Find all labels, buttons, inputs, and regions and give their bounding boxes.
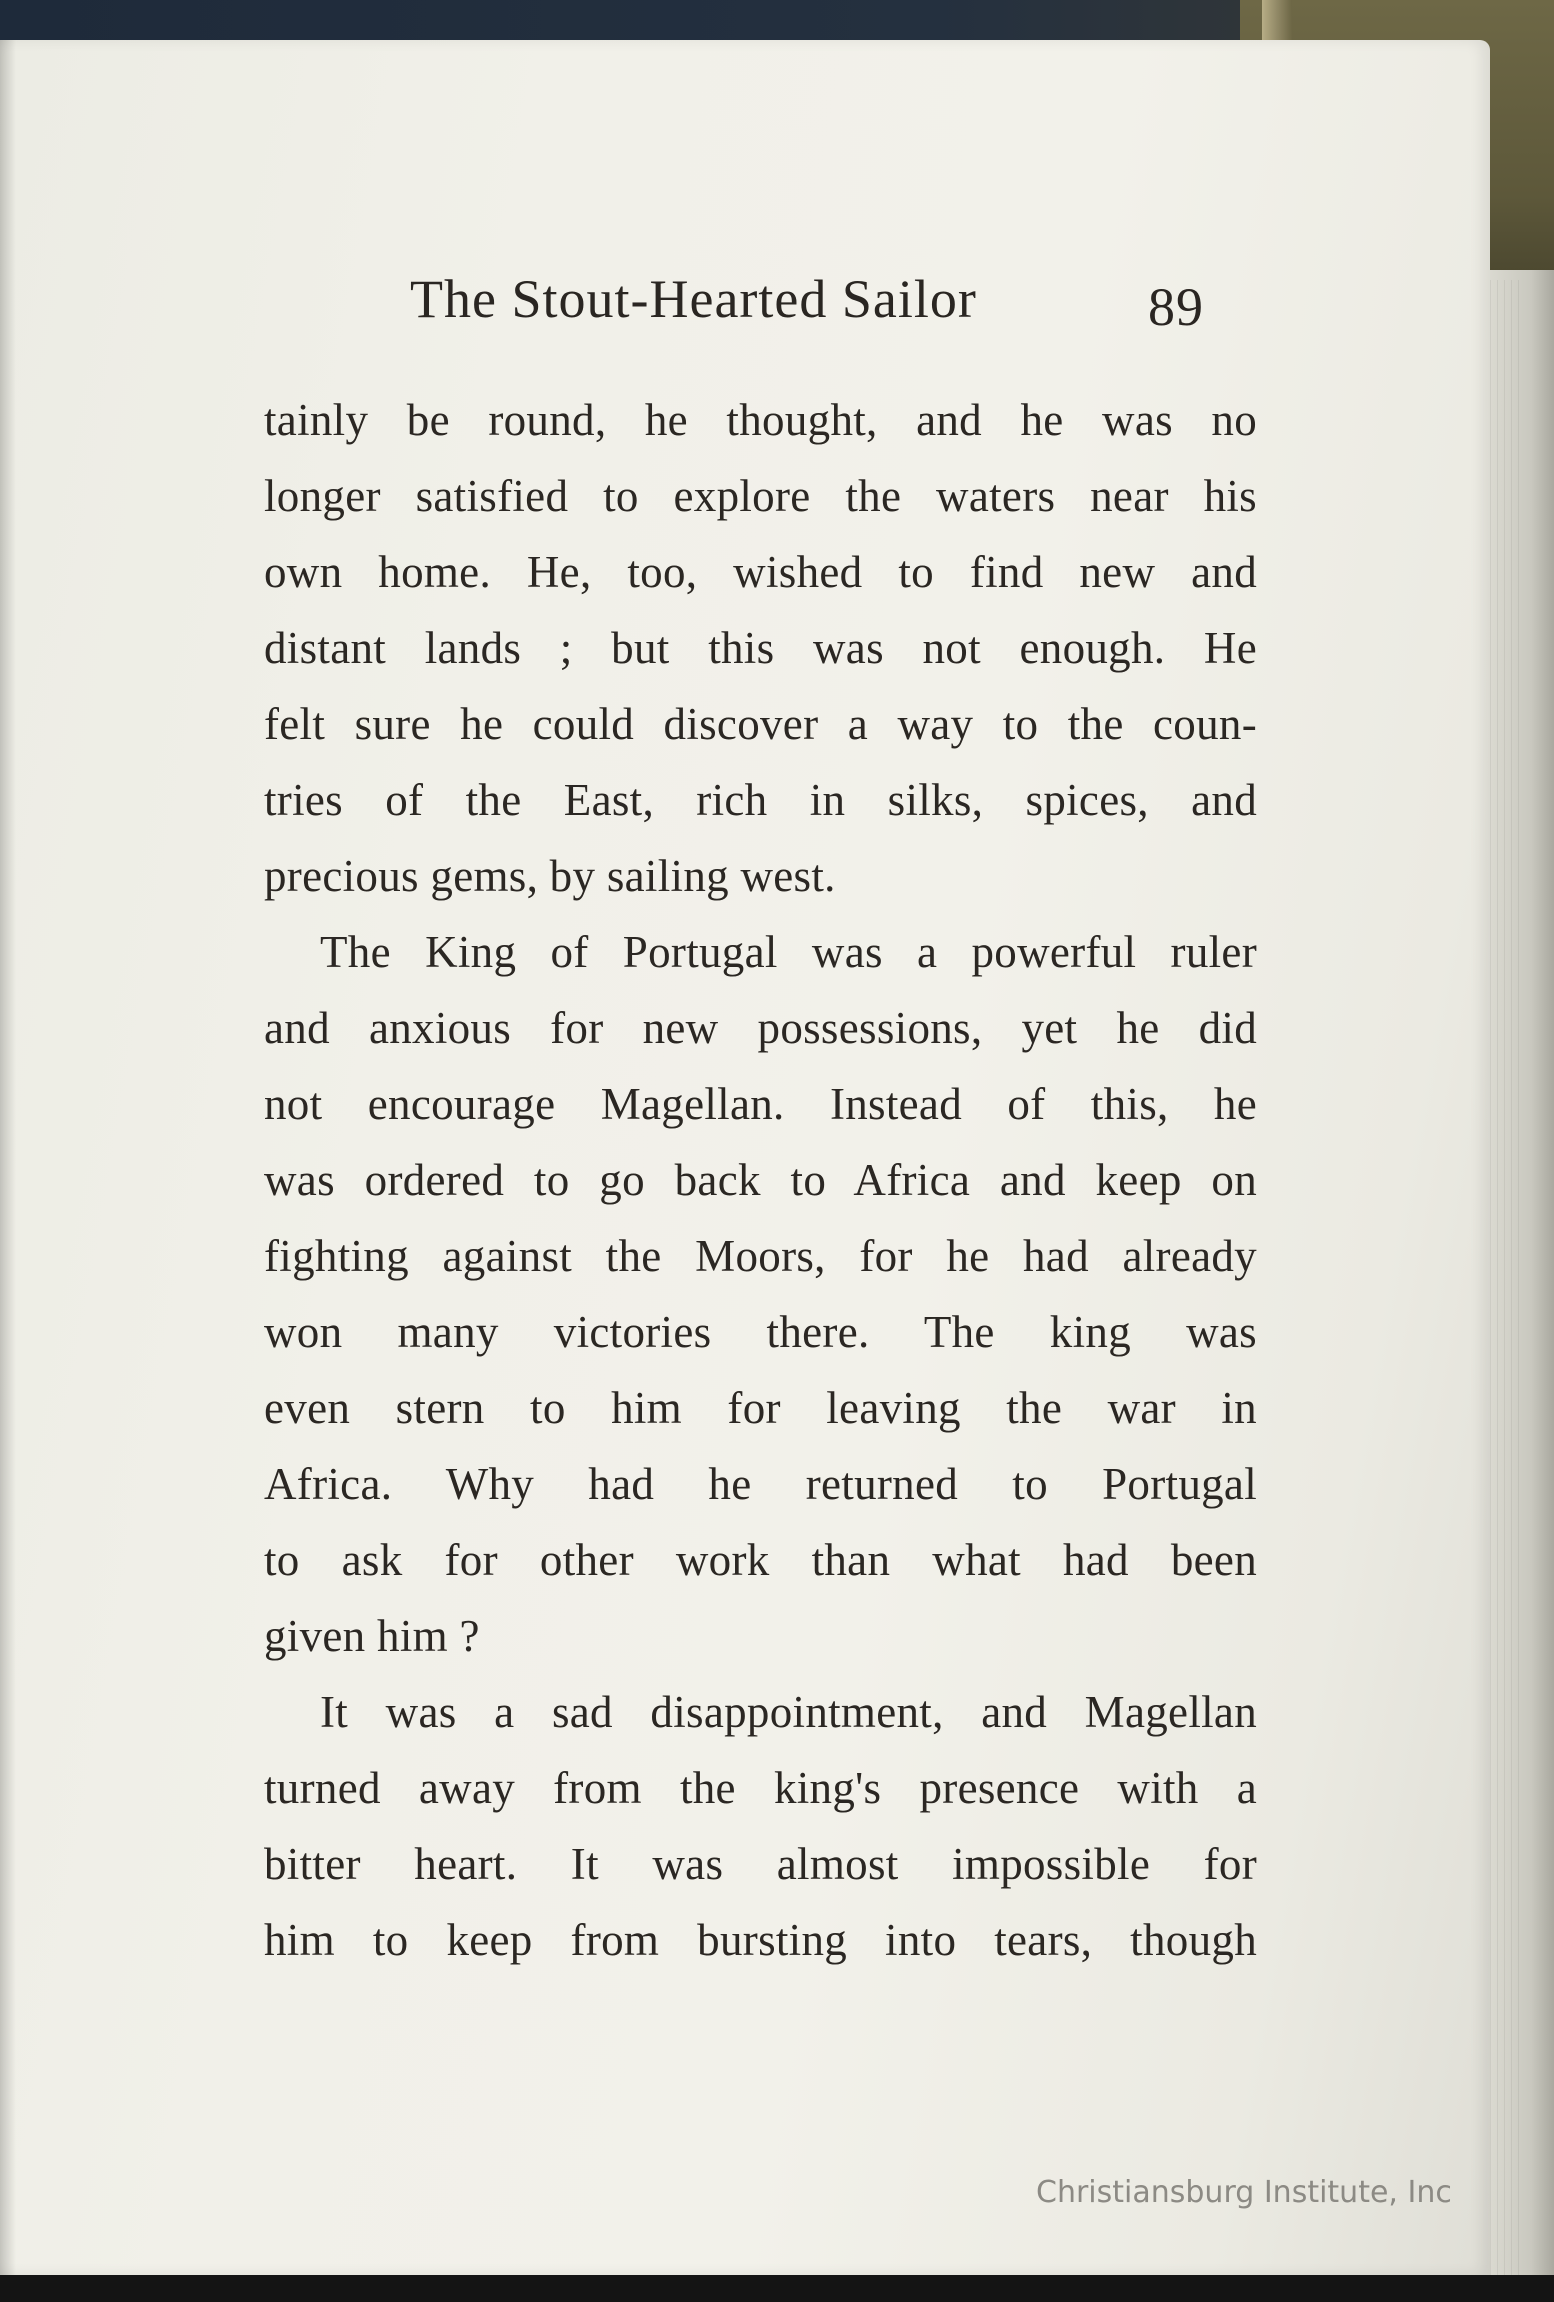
text-line: The King of Portugal was a powerful ruler xyxy=(320,927,1257,977)
running-head xyxy=(410,268,1210,338)
text-line: and anxious for new possessions, yet he did xyxy=(264,1003,1257,1053)
text-line: It was a sad disappointment, and Magellan xyxy=(320,1687,1257,1737)
text-line: bitter heart. It was almost impossible for xyxy=(264,1839,1257,1889)
text-line: even stern to him for leaving the war in xyxy=(264,1383,1257,1433)
text-line: to ask for other work than what had been xyxy=(264,1535,1257,1585)
text-line: own home. He, too, wished to find new and xyxy=(264,547,1257,597)
text-line: longer satisfied to explore the waters near his xyxy=(264,471,1257,521)
text-line: Africa. Why had he returned to Portugal xyxy=(264,1459,1257,1509)
page-number: 89 xyxy=(1148,277,1204,337)
text-line: fighting against the Moors, for he had already xyxy=(264,1231,1257,1281)
text-line: given him ? xyxy=(264,1611,480,1661)
text-line: was ordered to go back to Africa and keep on xyxy=(264,1155,1257,1205)
text-line: him to keep from bursting into tears, though xyxy=(264,1915,1257,1965)
running-title: The Stout-Hearted Sailor xyxy=(410,269,977,329)
bottom-background xyxy=(0,2275,1554,2302)
text-line: turned away from the king's presence with a xyxy=(264,1763,1257,1813)
text-line: distant lands ; but this was not enough. He xyxy=(264,623,1257,673)
text-line: tries of the East, rich in silks, spices, and xyxy=(264,775,1257,825)
text-line: felt sure he could discover a way to the coun- xyxy=(264,699,1257,749)
watermark-text: Christiansburg Institute, Inc xyxy=(1036,2175,1452,2210)
text-line: not encourage Magellan. Instead of this, he xyxy=(264,1079,1257,1129)
page-gutter-shadow xyxy=(0,40,16,2275)
text-line: won many victories there. The king was xyxy=(264,1307,1257,1357)
text-line: tainly be round, he thought, and he was no xyxy=(264,395,1257,445)
text-line: precious gems, by sailing west. xyxy=(264,851,836,901)
